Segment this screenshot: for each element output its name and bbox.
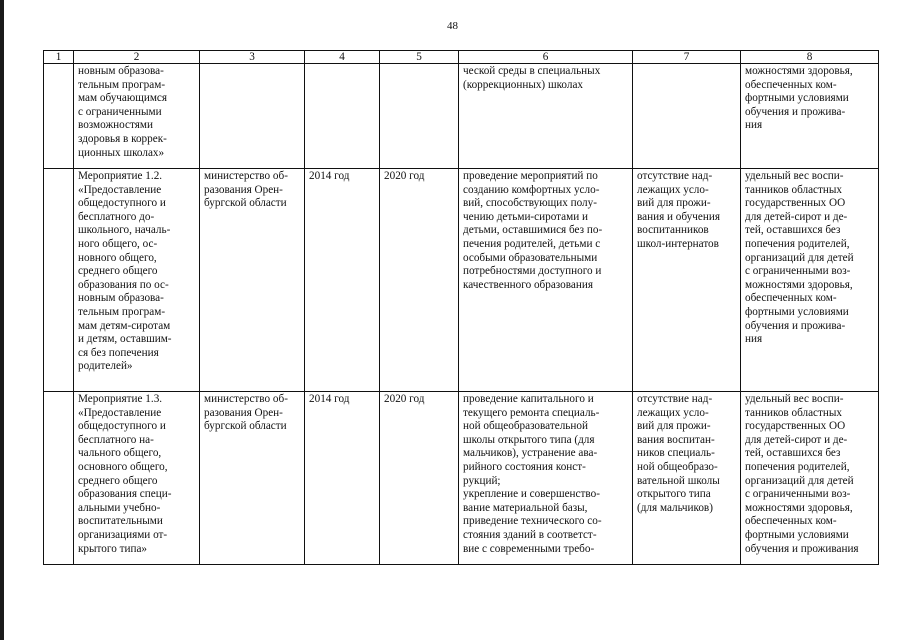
- consequences-cell: отсутствие над- лежащих усло- вий для прожи- вания и обучения воспитанников школ-интернатов: [633, 169, 741, 392]
- column-number-8: 8: [741, 51, 879, 64]
- column-number-2: 2: [74, 51, 200, 64]
- row-number-cell: [44, 392, 74, 565]
- page-number: 48: [447, 20, 458, 32]
- end-year-cell: 2020 год: [380, 392, 459, 565]
- executor-cell: [200, 64, 305, 169]
- start-year-cell: [305, 64, 380, 169]
- column-number-1: 1: [44, 51, 74, 64]
- document-table: [43, 50, 879, 565]
- column-number-6: 6: [459, 51, 633, 64]
- indicator-cell: удельный вес воспи- танников областных государственных ОО для детей-сирот и де- тей, оставшихся без попечения родителей, организаций для детей с ограниченными воз- можностями здоровья, обеспеченных ком- фортными условиями обучения и прожива- ния: [741, 169, 879, 392]
- scan-edge: [0, 0, 4, 640]
- column-number-7: 7: [633, 51, 741, 64]
- row-number-cell: [44, 169, 74, 392]
- column-number-3: 3: [200, 51, 305, 64]
- start-year-cell: 2014 год: [305, 392, 380, 565]
- row-number-cell: [44, 64, 74, 169]
- executor-cell: министерство об- разования Орен- бургской области: [200, 169, 305, 392]
- table-row: [44, 169, 879, 392]
- measure-name-cell: Мероприятие 1.3. «Предоставление общедоступного и бесплатного на- чального общего, основного общего, среднего общего образования специ- альными учебно- воспитательными организациями от- крытого типа»: [74, 392, 200, 565]
- measure-name-cell: новным образова- тельным програм- мам обучающимся с ограниченными возможностями здоровья в коррек- ционных школах»: [74, 64, 200, 169]
- indicator-cell: удельный вес воспи- танников областных государственных ОО для детей-сирот и де- тей, оставшихся без попечения родителей, организаций для детей с ограниченными воз- можностями здоровья, обеспеченных ком- фортными условиями обучения и проживания: [741, 392, 879, 565]
- end-year-cell: 2020 год: [380, 169, 459, 392]
- column-number-4: 4: [305, 51, 380, 64]
- consequences-cell: отсутствие над- лежащих усло- вий для прожи- вания воспитан- ников специаль- ной общеобразо- вательной школы открытого типа (для мальчиков): [633, 392, 741, 565]
- indicator-cell: можностями здоровья, обеспеченных ком- фортными условиями обучения и прожива- ния: [741, 64, 879, 169]
- table-row: [44, 64, 879, 169]
- measure-name-cell: Мероприятие 1.2. «Предоставление общедоступного и бесплатного до- школьного, началь- ного общего, ос- новного общего, среднего общего образования по ос- новным образова- тельным програм- мам детям-сиротам и детям, оставшим- ся без попечения родителей»: [74, 169, 200, 392]
- expected-result-cell: проведение мероприятий по созданию комфортных усло- вий, способствующих полу- чению детьми-сиротами и детьми, оставшимися без по- печения родителей, детьми с особыми образовательными потребностями доступного и качественного образования: [459, 169, 633, 392]
- expected-result-cell: проведение капитального и текущего ремонта специаль- ной общеобразовательной школы открытого типа (для мальчиков), устранение ава- рийного состояния конст- рукций; укрепление и совершенство- вание материальной базы, приведение технического со- стояния зданий в соответст- вие с современными требо-: [459, 392, 633, 565]
- end-year-cell: [380, 64, 459, 169]
- column-number-5: 5: [380, 51, 459, 64]
- consequences-cell: [633, 64, 741, 169]
- table-header-row: [44, 51, 879, 64]
- start-year-cell: 2014 год: [305, 169, 380, 392]
- executor-cell: министерство об- разования Орен- бургской области: [200, 392, 305, 565]
- table-row: [44, 392, 879, 565]
- expected-result-cell: ческой среды в специальных (коррекционных) школах: [459, 64, 633, 169]
